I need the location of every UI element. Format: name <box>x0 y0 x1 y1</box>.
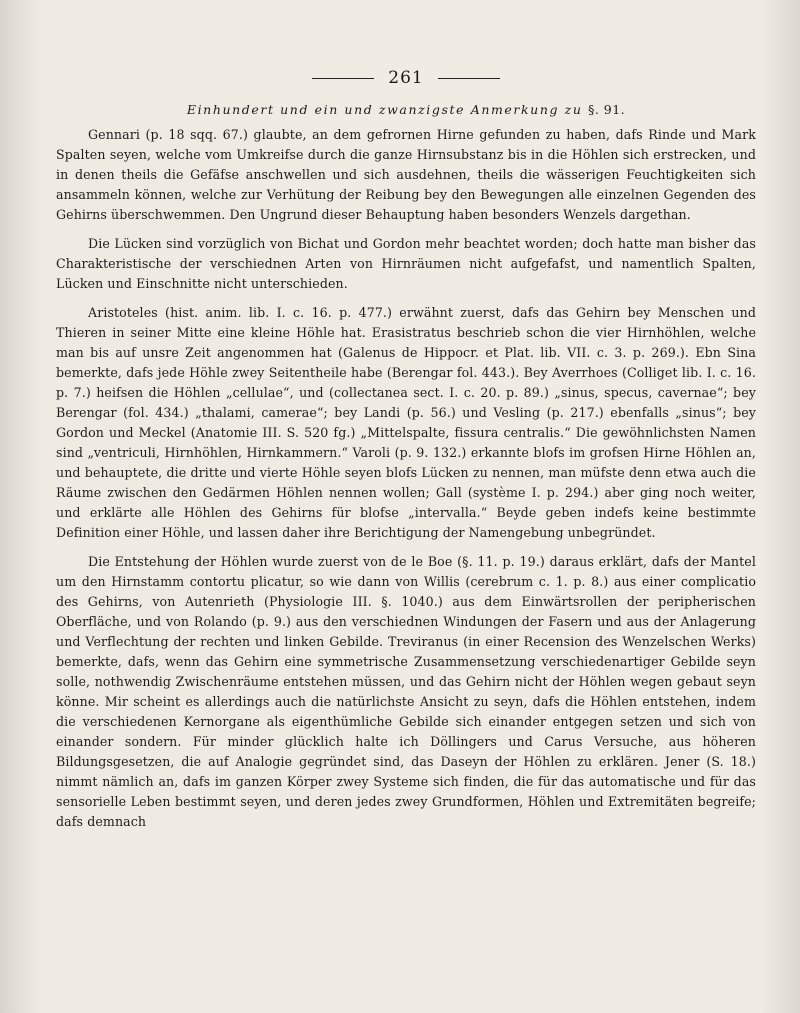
page-header <box>56 68 756 88</box>
note-heading-reference: §. 91. <box>588 102 626 117</box>
paragraph-gennari: Gennari (p. 18 sqq. 67.) glaubte, an dem gefrornen Hirne gefunden zu haben, dafs Rinde und Mark Spalten seyen, welche vom Umkreifse durch die ganze Hirnsubstanz bis in die Höhlen sich erstrecken, und in denen theils die Gefäfse anschwellen und sich ausdehnen, theils die wässerigen Feuchtigkeiten sich ansammeln können, welche zur Verhütung der Reibung bey den Bewegungen alle einzelnen Gegenden des Gehirns überschwemmen. Den Ungrund dieser Behauptung haben besonders Wenzels dargethan. <box>56 127 756 222</box>
note-heading-text: Einhundert und ein und zwanzigste Anmerkung zu <box>186 102 583 117</box>
paragraph-luecken: Die Lücken sind vorzüglich von Bichat und Gordon mehr beachtet worden; doch hatte man bisher das Charakteristische der verschiednen Arten von Hirnräumen nicht aufgefafst, und namentlich Spalten, Lücken und Einschnitte nicht unterschieden. <box>56 236 756 291</box>
note-heading <box>56 102 756 117</box>
page-number: 261 <box>388 68 424 88</box>
paragraph-aristoteles: Aristoteles (hist. anim. lib. I. c. 16. p. 477.) erwähnt zuerst, dafs das Gehirn bey Menschen und Thieren in seiner Mitte eine kleine Höhle hat. Erasistratus beschrieb schon die vier Hirnhöhlen, welche man bis auf unsre Zeit angenommen hat (Galenus de Hippocr. et Plat. lib. VII. c. 3. p. 269.). Ebn Sina bemerkte, dafs jede Höhle zwey Seitentheile habe (Berengar fol. 443.). Bey Averrhoes (Colliget lib. I. c. 16. p. 7.) heifsen die Höhlen „cellulae“, und (collectanea sect. I. c. 20. p. 89.) „sinus, specus, cavernae“; bey Berengar (fol. 434.) „thalami, camerae“; bey Landi (p. 56.) und Vesling (p. 217.) ebenfalls „sinus“; bey Gordon und Meckel (Anatomie III. S. 520 fg.) „Mittelspalte, fissura centralis.“ Die gewöhnlichsten Namen sind „ventriculi, Hirnhöhlen, Hirnkammern.“ Varoli (p. 9. 132.) erkannte blofs im grofsen Hirne Höhlen an, und behauptete, die dritte und vierte Höhle seyen blofs Lücken zu nennen, man müfste denn etwa auch die Räume zwischen den Gedärmen Höhlen nennen wollen; Gall (système I. p. 294.) aber ging noch weiter, und erklärte alle Höhlen des Gehirns für blofse „intervalla.“ Beyde geben indefs keine bestimmte Definition einer Höhle, und lassen daher ihre Berichtigung der Namengebung unbegründet. <box>56 305 756 540</box>
paragraph-entstehung: Die Entstehung der Höhlen wurde zuerst von de le Boe (§. 11. p. 19.) daraus erklärt, dafs der Mantel um den Hirnstamm contortu plicatur, so wie dann von Willis (cerebrum c. 1. p. 8.) aus einer complicatio des Gehirns, von Autenrieth (Physiologie III. §. 1040.) aus dem Einwärtsrollen der peripherischen Oberfläche, und von Rolando (p. 9.) aus den verschiednen Windungen der Fasern und aus der Anlagerung und Verflechtung der rechten und linken Gebilde. Treviranus (in einer Recension des Wenzelschen Werks) bemerkte, dafs, wenn das Gehirn eine symmetrische Zusammensetzung verschiedenartiger Gebilde seyn solle, nothwendig Zwischenräume entstehen müssen, und das Gehirn nicht der Höhlen wegen gebaut seyn könne. Mir scheint es allerdings auch die natürlichste Ansicht zu seyn, dafs die Höhlen entstehen, indem die verschiedenen Kernorgane als eigenthümliche Gebilde sich einander entgegen setzen und sich von einander sondern. Für minder glücklich halte ich Döllingers und Carus Versuche, aus höheren Bildungsgesetzen, die auf Analogie gegründet sind, das Daseyn der Höhlen zu erklären. Jener (S. 18.) nimmt nämlich an, dafs im ganzen Körper zwey Systeme sich finden, die für das automatische und für das sensorielle Leben bestimmt seyen, und deren jedes zwey Grundformen, Höhlen und Extremitäten begreife; dafs demnach <box>56 554 756 829</box>
header-rule-right <box>438 78 500 79</box>
header-rule-left <box>312 78 374 79</box>
